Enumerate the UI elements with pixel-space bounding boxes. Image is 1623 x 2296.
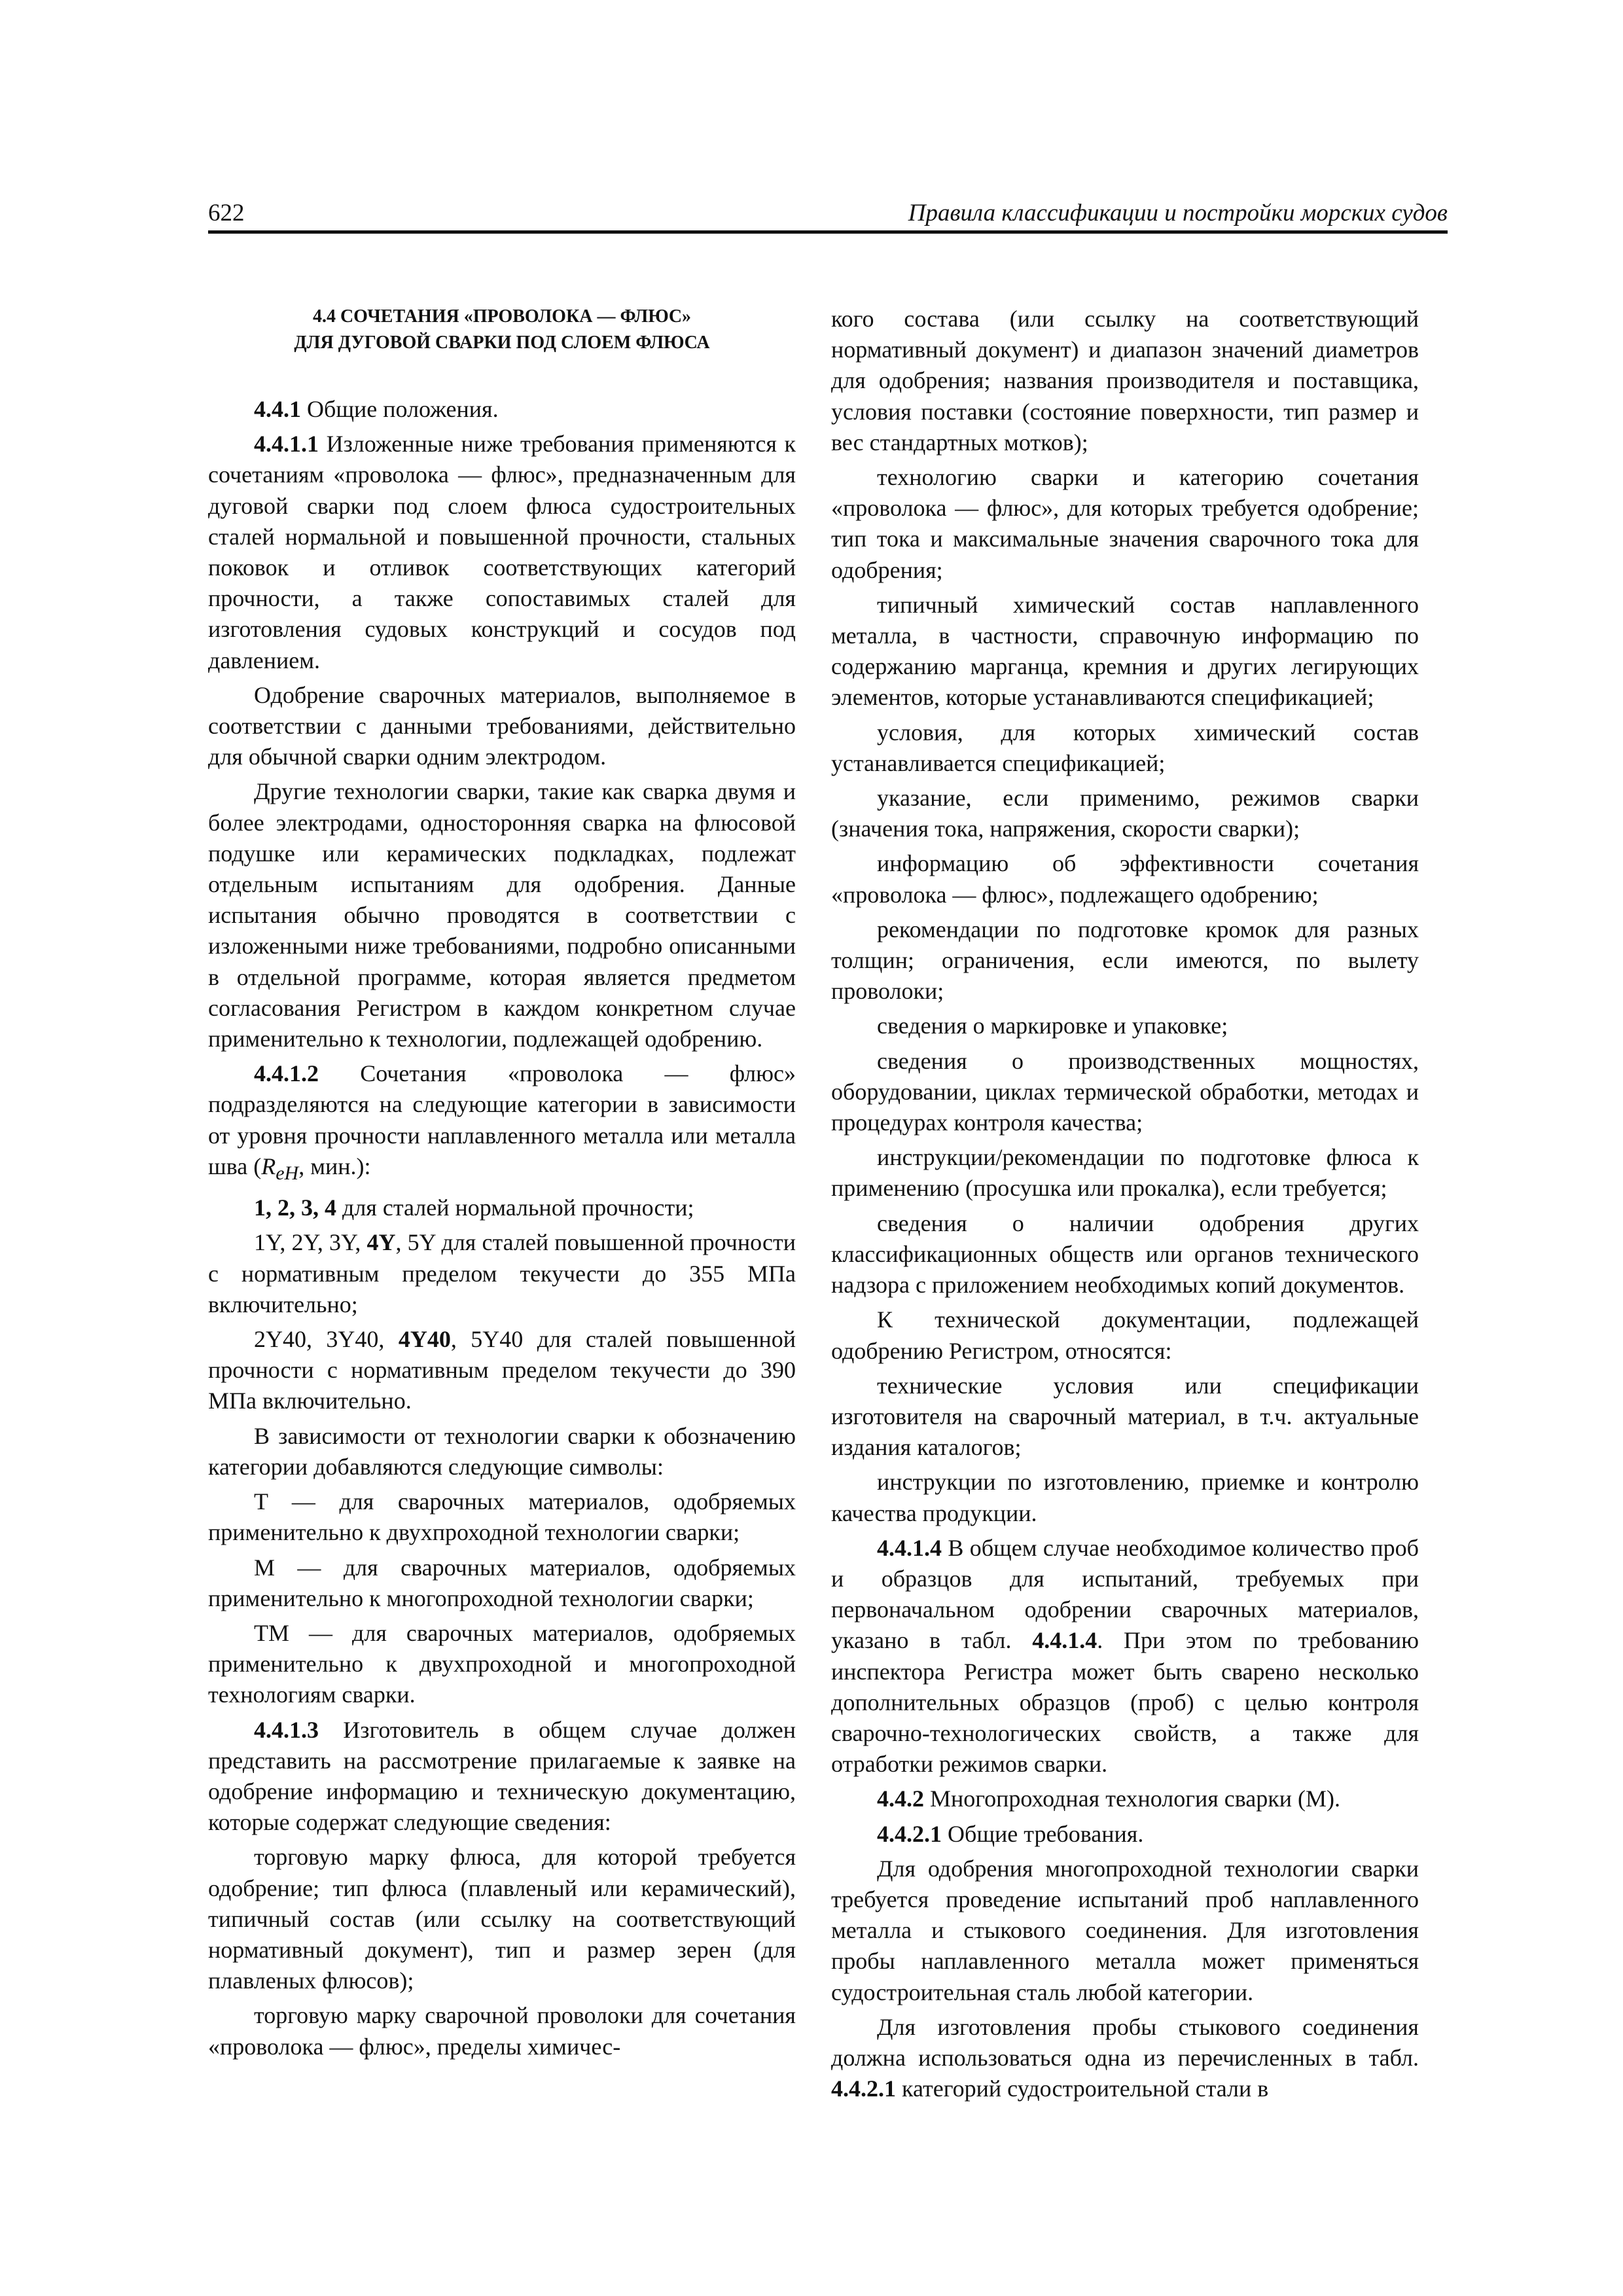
paragraph: Другие технологии сварки, такие как сварка двумя и более электродами, односторонняя сварка на флюсовой подушке или керамических подкладках, подлежат отдельным испытаниям для одобрения. Данные испытания обычно проводятся в соответствии с изложенными ниже требованиями, подробно описанными в отдельной программе, которая является предметом согласования Регистром в каждом конкретном случае применительно к технологии, подлежащей одобрению. bbox=[208, 778, 796, 1052]
symbol-tm-line: TM — для сварочных материалов, одобряемых применительно к двухпроходной и многопроходной технологиям сварки. bbox=[208, 1619, 796, 1708]
category-codes: 1, 2, 3, 4 bbox=[254, 1194, 336, 1221]
page-number: 622 bbox=[208, 200, 245, 226]
list-item: инструкции/рекомендации по подготовке флюса к применению (просушка или прокалка), если требуется; bbox=[831, 1144, 1419, 1202]
category-codes: 2Y40, 3Y40, bbox=[254, 1326, 399, 1353]
journal-title: Правила классификации и постройки морских судов bbox=[908, 200, 1448, 226]
clause-number: 4.4.1.2 bbox=[254, 1060, 319, 1087]
list-item: сведения о наличии одобрения других классификационных обществ или органов технического надзора с приложением необходимых копий документов. bbox=[831, 1210, 1419, 1299]
section-heading bbox=[208, 304, 796, 356]
paragraph-text: Для изготовления пробы стыкового соединения должна использоваться одна из перечисленных в табл. bbox=[831, 2013, 1419, 2071]
list-item: технологию сварки и категорию сочетания «проволока — флюс», для которых требуется одобрение; тип тока и максимальные значения сварочного тока для одобрения; bbox=[831, 464, 1419, 583]
list-item: технические условия или спецификации изготовителя на сварочный материал, в т.ч. актуальные издания каталогов; bbox=[831, 1372, 1419, 1461]
category-text: для сталей повышенной прочности с нормативным пределом текучести до 390 МПа включительно. bbox=[208, 1326, 796, 1414]
category-line bbox=[208, 1193, 796, 1223]
clause-number: 4.4.1.3 bbox=[254, 1716, 319, 1743]
paragraph-4-4-1-4 bbox=[831, 1533, 1419, 1780]
symbol-t-line: T — для сварочных материалов, одобряемых применительно к двухпроходной технологии сварки; bbox=[208, 1488, 796, 1546]
paragraph-text: Изготовитель в общем случае должен представить на рассмотрение прилагаемые к заявке на одобрение информацию и техническую документацию, которые содержат следующие сведения: bbox=[208, 1716, 796, 1836]
paragraph-text: Сочетания «проволока — флюс» подразделяются на следующие категории в зависимости от уровня прочности наплавленного металла или металла шва ( bbox=[208, 1060, 796, 1179]
category-codes: , 5Y40 bbox=[450, 1326, 524, 1353]
table-reference: 4.4.1.4 bbox=[1032, 1627, 1097, 1654]
paragraph-text: категорий судостроительной стали в bbox=[896, 2075, 1269, 2102]
section-heading-line2: ДЛЯ ДУГОВОЙ СВАРКИ ПОД СЛОЕМ ФЛЮСА bbox=[294, 332, 710, 353]
clause-number: 4.4.1.4 bbox=[877, 1534, 942, 1561]
clause-number: 4.4.1 bbox=[254, 396, 301, 422]
list-item: информацию об эффективности сочетания «проволока — флюс», подлежащего одобрению; bbox=[831, 850, 1419, 908]
paragraph-text: Общие требования. bbox=[942, 1820, 1144, 1847]
clause-number: 4.4.2.1 bbox=[877, 1820, 942, 1847]
category-line bbox=[208, 1324, 796, 1417]
section-heading-line1: 4.4 СОЧЕТАНИЯ «ПРОВОЛОКА — ФЛЮС» bbox=[312, 306, 692, 327]
paragraph-text: Изложенные ниже требования применяются к сочетаниям «проволока — флюс», предназначенным для дуговой сварки под слоем флюса судостроительных сталей нормальной и повышенной прочности, стальных поковок и отливок соответствующих категорий прочности, а также сопоставимых сталей для изготовления судовых конструкций и сосудов под давлением. bbox=[208, 431, 796, 673]
paragraph: Одобрение сварочных материалов, выполняемое в соответствии с данными требованиями, действительно для обычной сварки одним электродом. bbox=[208, 681, 796, 770]
list-item: типичный химический состав наплавленного металла, в частности, справочную информацию по содержанию марганца, кремния и других легирующих элементов, которые устанавливаются спецификацией; bbox=[831, 591, 1419, 711]
paragraph-4-4-1 bbox=[208, 394, 796, 425]
paragraph-4-4-1-3 bbox=[208, 1715, 796, 1839]
list-item: указание, если применимо, режимов сварки (значения тока, напряжения, скорости сварки); bbox=[831, 785, 1419, 842]
list-item: условия, для которых химический состав устанавливается спецификацией; bbox=[831, 719, 1419, 776]
running-header bbox=[208, 196, 1448, 234]
list-item: сведения о производственных мощностях, оборудовании, циклах термической обработки, методах и процедурах контроля качества; bbox=[831, 1047, 1419, 1136]
symbol-subscript: eH bbox=[276, 1162, 299, 1185]
left-column bbox=[208, 304, 796, 2066]
category-text: для сталей нормальной прочности; bbox=[336, 1194, 694, 1221]
paragraph-4-4-1-1 bbox=[208, 429, 796, 676]
list-item: инструкции по изготовлению, приемке и контролю качества продукции. bbox=[831, 1469, 1419, 1526]
paragraph-4-4-2 bbox=[831, 1784, 1419, 1814]
list-item-continued: кого состава (или ссылку на соответствующий нормативный документ) и диапазон значений диаметров для одобрения; названия производителя и поставщика, условия поставки (состояние поверхности, тип размер и вес стандартных мотков); bbox=[831, 306, 1419, 456]
clause-number: 4.4.2 bbox=[877, 1785, 924, 1812]
paragraph-4-4-2-1 bbox=[831, 1819, 1419, 1850]
category-text: для сталей повышенной прочности с нормативным пределом текучести до 355 МПа включительно; bbox=[208, 1229, 796, 1318]
category-codes: , 5Y bbox=[395, 1229, 436, 1256]
paragraph-text: Многопроходная технология сварки (M). bbox=[924, 1785, 1341, 1812]
paragraph-text: . При этом по требованию инспектора Регистра может быть сварено несколько дополнительных образцов (проб) с целью контроля сварочно-технологических свойств, а также для отработки режимов сварки. bbox=[831, 1627, 1419, 1778]
table-reference: 4.4.2.1 bbox=[831, 2075, 896, 2102]
list-item: торговую марку флюса, для которой требуется одобрение; тип флюса (плавленый или керамический), типичный состав (или ссылку на соответствующий нормативный документ), тип и размер зерен (для плавленых флюсов); bbox=[208, 1844, 796, 1994]
list-item: торговую марку сварочной проволоки для сочетания «проволока — флюс», пределы химичес- bbox=[208, 2002, 796, 2060]
paragraph: К технической документации, подлежащей одобрению Регистром, относятся: bbox=[831, 1306, 1419, 1364]
category-codes: 1Y, 2Y, 3Y, bbox=[254, 1229, 367, 1256]
paragraph-text: , мин.): bbox=[298, 1153, 371, 1179]
paragraph: Для одобрения многопроходной технологии сварки требуется проведение испытаний проб наплавленного металла и стыкового соединения. Для изготовления пробы наплавленного металла может применяться судостроительная сталь любой категории. bbox=[831, 1855, 1419, 2005]
list-item: сведения о маркировке и упаковке; bbox=[877, 1013, 1228, 1039]
list-item: рекомендации по подготовке кромок для разных толщин; ограничения, если имеются, по вылету проволоки; bbox=[831, 916, 1419, 1005]
symbol-m-line: M — для сварочных материалов, одобряемых применительно к многопроходной технологии сварки; bbox=[208, 1554, 796, 1611]
paragraph-4-4-1-2 bbox=[208, 1058, 796, 1189]
paragraph-text: В общем случае необходимое количество проб и образцов для испытаний, требуемых при первоначальном одобрении сварочных материалов, указано в табл. bbox=[831, 1534, 1419, 1654]
category-code-bold: 4Y40 bbox=[398, 1326, 451, 1353]
paragraph-text: Общие положения. bbox=[301, 396, 499, 422]
paragraph: В зависимости от технологии сварки к обозначению категории добавляются следующие символы: bbox=[208, 1422, 796, 1480]
right-column bbox=[831, 304, 1419, 2108]
paragraph bbox=[831, 2012, 1419, 2105]
clause-number: 4.4.1.1 bbox=[254, 431, 319, 457]
category-code-bold: 4Y bbox=[366, 1229, 396, 1256]
category-line bbox=[208, 1227, 796, 1320]
symbol-r: R bbox=[261, 1153, 276, 1179]
